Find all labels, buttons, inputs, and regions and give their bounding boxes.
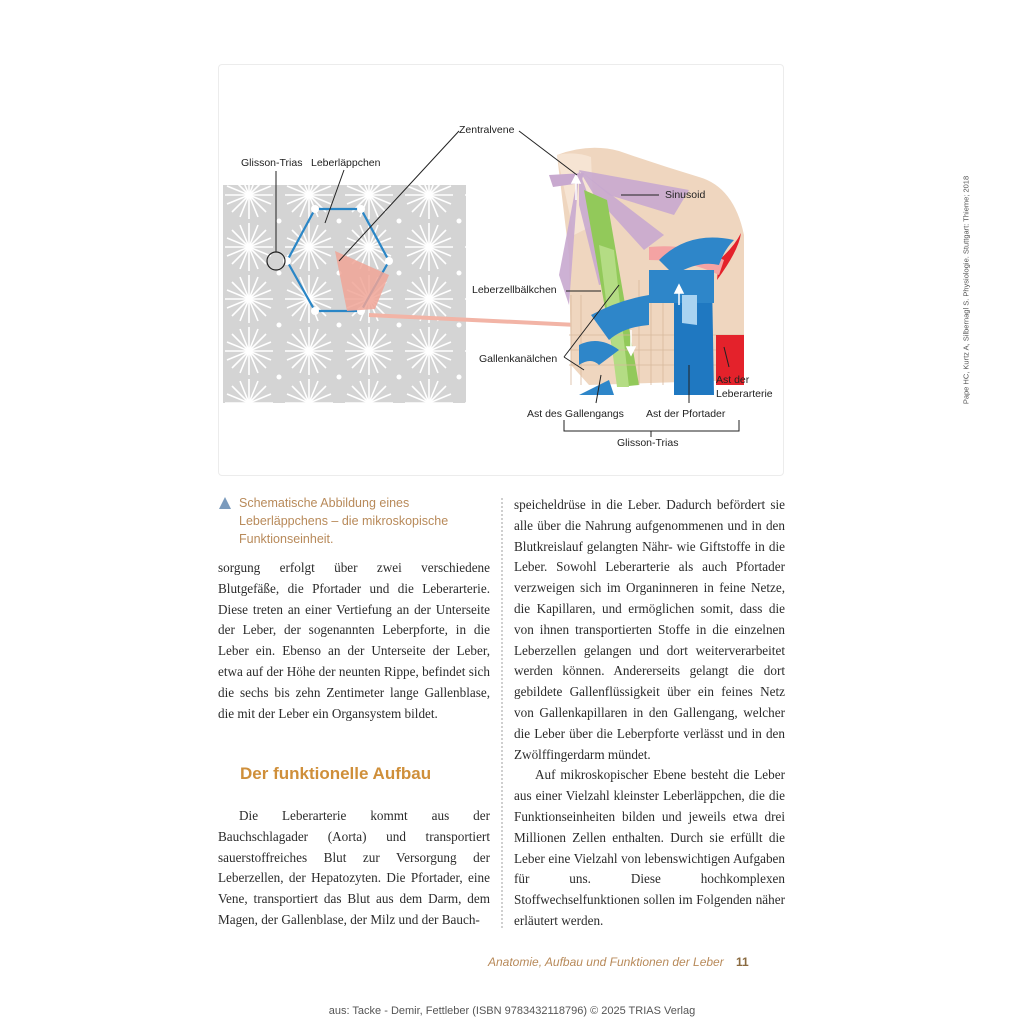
label-ast-des-gallengangs: Ast des Gallengangs (527, 408, 624, 420)
left-column-section (218, 806, 490, 931)
left-paragraph: sorgung erfolgt über zwei verschiedene Blutgefäße, die Pfortader und die Leberarterie. Diese treten an einer Vertiefung an der Unterseite der Leber, der sogenannten Leberpforte, in die Leber ein. Ebenso an der Unterseite der Leber, etwa auf der Höhe der neunten Rippe, befindet sich die sechs bis zehn Zentimeter lange Gallenblase, die mit der Leber ein Organsystem bildet. (218, 560, 490, 721)
label-ast-der-leberarterie-2: Leberarterie (716, 388, 773, 400)
label-glisson-trias-bottom: Glisson-Trias (617, 437, 679, 449)
label-sinusoid: Sinusoid (665, 189, 706, 201)
section-paragraph: Die Leberarterie kommt aus der Bauchschlagader (Aorta) und transportiert sauerstoffreiches Blut zur Versorgung der Leberzellen, der Hepatozyten. Die Pfortader, eine Vene, transportiert das Blut aus dem Darm, dem Magen, der Gallenblase, der Milz und der Bauch- (218, 808, 490, 927)
label-leberlaeppchen: Leberläppchen (311, 157, 381, 169)
lobule-3d-block (549, 148, 744, 395)
figure-box (218, 64, 971, 476)
label-zentralvene: Zentralvene (459, 124, 515, 136)
section-heading: Der funktionelle Aufbau (240, 764, 432, 783)
triangle-marker-icon (219, 497, 231, 509)
label-leberzellbaelkchen: Leberzellbälkchen (472, 284, 557, 296)
caption-text: Schematische Abbildung eines Leberläppchens – die mikroskopische Funktionseinheit. (239, 496, 449, 546)
page-number: 11 (736, 955, 749, 969)
right-paragraph-1: speicheldrüse in die Leber. Dadurch befördert sie alle über die Nahrung aufgenommenen und in den Blutkreislauf gelangten Nähr- wie Giftstoffe in die Leber. Sowohl Leberarterie als auch Pfortader verzweigen sich im Organinneren in feine Netze, die Kapillaren, und ermöglichen somit, dass die von ihnen transportierten Stoffe in die einzelnen Leberzellen gelangen und dort weiterverarbeitet werden können. Andererseits gelangt die dort gebildete Gallenflüssigkeit über ein feines Netz von Gallenkapillaren in den Gallengang, welcher die Leber über die Leberpforte verlässt und in den Zwölffingerdarm mündet. (514, 497, 785, 762)
right-column-text (514, 495, 785, 932)
running-head: Anatomie, Aufbau und Funktionen der Leber (488, 955, 724, 969)
label-ast-der-leberarterie-1: Ast der (716, 374, 750, 386)
right-paragraph-2: Auf mikroskopischer Ebene besteht die Leber aus einer Vielzahl kleinster Leberläppchen, die die Funktionseinheiten bilden und jeweils etwa drei Millionen Zellen enthalten. Durch sie erfüllt die Leber eine Vielzahl von lebenswichtigen Aufgaben für uns. Diese hochkomplexen Stoffwechselfunktionen sollen im Folgenden näher erläutert werden. (514, 767, 785, 928)
figure-caption (219, 494, 491, 548)
source-footer: aus: Tacke - Demir, Fettleber (ISBN 9783432118796) © 2025 TRIAS Verlag (328, 1005, 696, 1017)
liver-lobule-illustration (219, 65, 785, 477)
label-ast-der-pfortader: Ast der Pfortader (646, 408, 726, 420)
column-divider (501, 498, 503, 928)
label-glisson-trias-left: Glisson-Trias (241, 157, 303, 169)
label-gallenkanaelchen: Gallenkanälchen (479, 353, 558, 365)
figure-credit: Pape HC, Kurtz A, Silbernagl S. Physiologie. Stuttgart: Thieme; 2018 (961, 175, 971, 405)
left-column-text (218, 558, 490, 724)
